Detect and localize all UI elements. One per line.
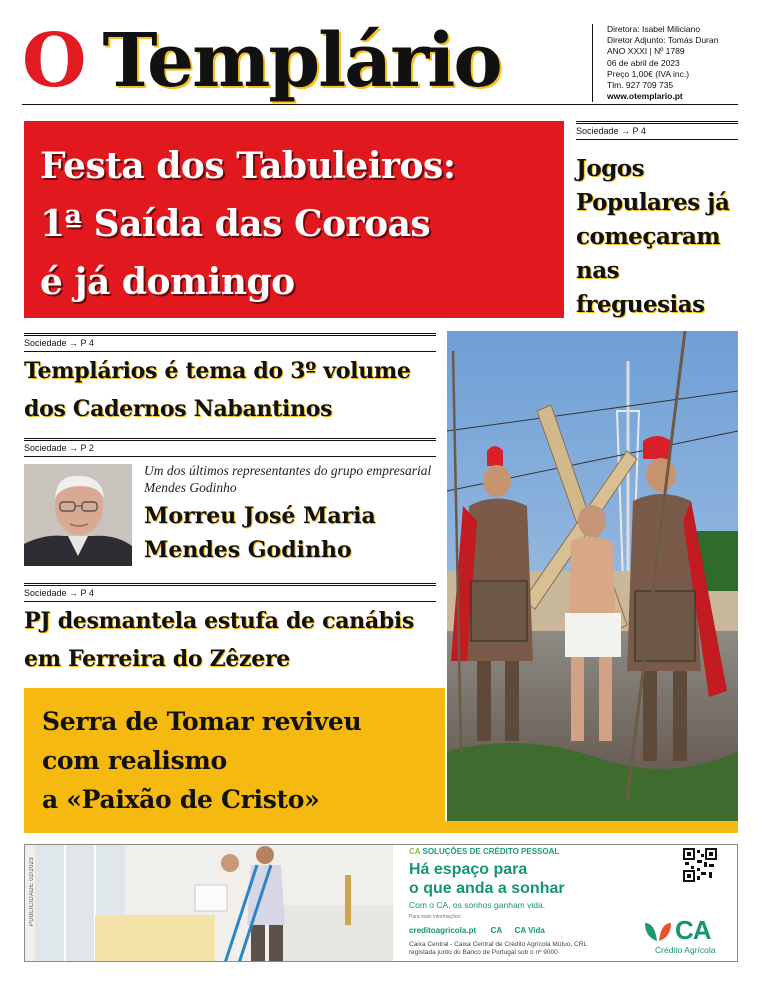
ad-links-row: [409, 920, 629, 938]
ad-brand-prefix: CA: [409, 847, 421, 856]
story-obituary[interactable]: [24, 438, 436, 563]
info-phone: Tlm. 927 709 735: [607, 80, 674, 91]
info-director: Diretora: Isabel Miliciano: [607, 24, 701, 34]
paixao-de-cristo-photo[interactable]: [447, 331, 738, 821]
side-story[interactable]: [576, 121, 738, 322]
ca-vida-mini-logo: CA Vida: [514, 926, 545, 935]
lead-headline-red[interactable]: [24, 121, 564, 318]
yellow-line-3: a «Paixão de Cristo»: [42, 785, 320, 814]
ad-legal-2: registada junto do Banco de Portugal sob o nº 9000: [409, 949, 558, 956]
ad-subline: Com o CA, os sonhos ganham vida.: [409, 900, 546, 910]
lead-line-3: é já domingo: [40, 261, 295, 303]
newspaper-logo[interactable]: [22, 18, 501, 104]
ad-couple-illustration: [25, 845, 393, 962]
credito-agricola-ad[interactable]: [24, 844, 738, 962]
info-date: 06 de abril de 2023: [607, 57, 680, 68]
ca-leaf-icon: [643, 917, 673, 943]
yellow-line-1: Serra de Tomar reviveu: [42, 707, 362, 736]
lead-headline-yellow[interactable]: [24, 688, 445, 833]
obituary-text: [144, 462, 436, 567]
story-kicker: Sociedade → P 2: [24, 441, 436, 457]
info-website-link[interactable]: www.otemplario.pt: [607, 91, 683, 102]
yellow-strip: [445, 821, 738, 833]
story-title: PJ desmantela estufa de canábis em Ferreira do Zêzere: [24, 608, 415, 672]
ad-copy: [409, 847, 629, 957]
story-kicker: Sociedade → P 4: [576, 124, 738, 140]
ad-brand-line-text: SOLUÇÕES DE CRÉDITO PESSOAL: [422, 847, 560, 856]
ad-info-label: Para mais informações:: [409, 914, 462, 920]
ca-logo-text: CA: [675, 915, 711, 945]
masthead-info: [592, 24, 738, 102]
ad-url-link[interactable]: creditoagricola.pt: [409, 926, 477, 935]
story-title: Templários é tema do 3º volume dos Cadernos Nabantinos: [24, 358, 411, 422]
logo-name: Templário: [102, 18, 501, 104]
yellow-line-2: com realismo: [42, 746, 227, 775]
ad-vertical-label: PUBLICIDADE 02/2023: [29, 857, 35, 927]
ad-photo: [25, 845, 393, 962]
masthead-divider: [22, 104, 738, 105]
credito-agricola-logo: [641, 915, 737, 959]
lead-headline-text: [40, 137, 548, 311]
passion-play-illustration: [447, 331, 738, 821]
lead-line-1: Festa dos Tabuleiros:: [40, 145, 456, 187]
side-story-title: Jogos Populares já começaram nas freguesias: [576, 155, 730, 318]
qr-code-graphic: [683, 848, 717, 882]
portrait-illustration: [24, 464, 132, 566]
obituary-dek: Um dos últimos representantes do grupo empresarial Mendes Godinho: [144, 463, 432, 495]
ad-headline-2: o que anda a sonhar: [409, 880, 565, 897]
story-templarios[interactable]: [24, 333, 436, 428]
ad-legal-1: Caixa Central - Caixa Central de Crédito Agrícola Mútuo, CRL: [409, 941, 588, 948]
lead-line-2: 1ª Saída das Coroas: [40, 203, 431, 245]
obituary-portrait: [24, 464, 132, 566]
info-issue: ANO XXXI | Nº 1789: [607, 46, 685, 57]
masthead: [22, 18, 738, 104]
ad-headline-1: Há espaço para: [409, 861, 528, 878]
yellow-headline-text: [42, 702, 427, 819]
story-pj[interactable]: [24, 583, 436, 678]
ca-mini-logo: CA: [490, 926, 503, 935]
ad-brand-line: [409, 847, 629, 856]
story-kicker: Sociedade → P 4: [24, 336, 436, 352]
info-deputy-director: Diretor Adjunto: Tomás Duran: [607, 35, 719, 46]
logo-o: O: [22, 18, 85, 104]
qr-code-icon[interactable]: [683, 848, 717, 882]
story-kicker: Sociedade → P 4: [24, 586, 436, 602]
info-price: Preço 1,00€ (IVA inc.): [607, 68, 690, 79]
obituary-title: Morreu José Maria Mendes Godinho: [144, 503, 376, 563]
ca-logo-subtext: Crédito Agrícola: [655, 945, 716, 955]
